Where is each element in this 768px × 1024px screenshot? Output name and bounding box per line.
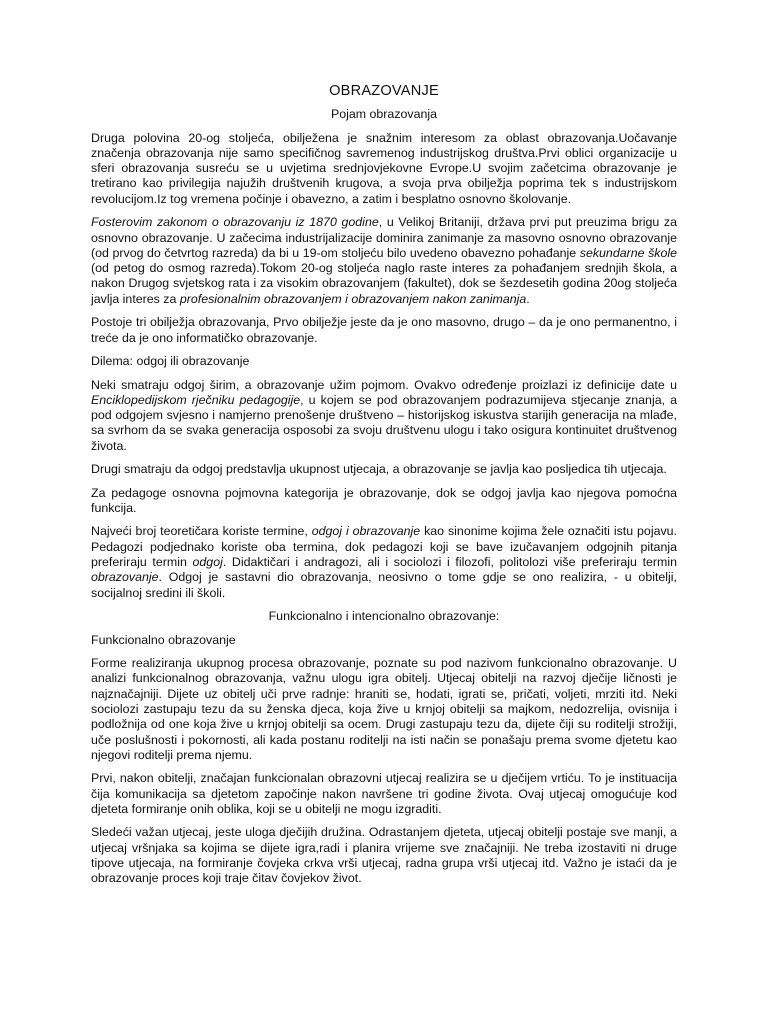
paragraph-9: Prvi, nakon obitelji, značajan funkcionalan obrazovni utjecaj realizira se u dječijem vrtiću. To je instituacija čija komunikacija sa djetetom započinje nakon navršene tri godine života. Ovaj utjecaj omogućuje kod djeteta formiranje onih oblika, koji se u obitelji ne mogu izgraditi. (91, 771, 677, 816)
document-page (91, 84, 677, 895)
paragraph-3: Postoje tri obilježja obrazovanja, Prvo obilježje jeste da je ono masovno, drugo – da je ono permanentno, i treće da je ono informatičko obrazovanje. (91, 315, 677, 345)
p2-text-3: . (526, 291, 530, 306)
p2-text-2: (od petog do osmog razreda).Tokom 20-og stoljeća naglo raste interes za pohađanjem srednjih škola, a nakon Drugog svjetskog rata i za visokim obrazovanjem (fakultet), dok se šezdesetih godina 20og stoljeća javlja interes za (91, 261, 677, 306)
p2-italic-1: Fosterovim zakonom o obrazovanju iz 1870 godine (91, 215, 379, 230)
p7-text-3: . Didaktičari i andragozi, ali i sociolozi i filozofi, politolozi više preferiraju termin (222, 555, 677, 570)
p7-text-2: kao sinonime kojima žele označiti istu pojavu. Pedagozi podjednako koriste oba termina, dok pedagozi koji se bave izučavanjem odgojnih pitanja preferiraju termin (91, 524, 677, 570)
heading-dilema: Dilema: odgoj ili obrazovanje (91, 354, 250, 369)
p4-text-2: , u kojem se pod obrazovanjem podrazumijeva stjecanje znanja, a pod odgojem svjesno i namjerno prenošenje društveno – historijskog iskustva starijih generacija na mlađe, sa svrhom da se svaka generacija osposobi za svoju društvenu ulogu i tako osigura kontinuitet društvenog života. (91, 392, 677, 453)
p7-italic-3: obrazovanje (91, 570, 159, 585)
paragraph-1: Druga polovina 20-og stoljeća, obilježena je snažnim interesom za oblast obrazovanja.Uočavanje značenja obrazovanja nije samo specifičnog savremenog industrijskog društva.Prvi oblici organizacije u sferi obrazovanja susreću se u uvjetima srednjovjekovne Evrope.U svojim začetcima obrazovanje je tretirano kao privilegija najužih društvenih krugova, a svoja prva obilježja poprima tek s industrijskom revolucijom.Iz tog vremena počinje i obavezno, a zatim i besplatno osnovno školovanje. (91, 130, 677, 206)
p2-italic-2: sekundarne škole (579, 245, 677, 260)
p4-italic-1: Enciklopedijskom rječniku pedagogije (91, 392, 301, 407)
p7-italic-2: odgoj (192, 555, 223, 570)
document-title: OBRAZOVANJE (329, 83, 439, 99)
paragraph-4 (91, 378, 677, 454)
p7-text-1: Najveći broj teoretičara koriste termine, (91, 524, 312, 539)
heading-funkcionalno-intencionalno: Funkcionalno i intencionalno obrazovanje: (268, 609, 500, 624)
paragraph-2 (91, 215, 677, 307)
p7-text-4: . Odgoj je sastavni dio obrazovanja, neosivno o tome gdje se ono realizira, - u obitelji, socijalnoj sredini ili školi. (91, 570, 677, 600)
paragraph-5: Drugi smatraju da odgoj predstavlja ukupnost utjecaja, a obrazovanje se javlja kao posljedica tih utjecaja. (91, 462, 667, 477)
paragraph-8: Forme realiziranja ukupnog procesa obrazovanje, poznate su pod nazivom funkcionalno obrazovanje. U analizi funkcionalnog obrazovanja, važnu ulogu igra obitelj. Utjecaj obitelji na razvoj dječije ličnosti je najznačajniji. Dijete uz obitelj uči prve radnje: hraniti se, hodati, igrati se, pričati, voljeti, mrziti itd. Neki sociolozi zastupaju tezu da su ženska djeca, koja žive u krnjoj obitelji sa majkom, nedozrelija, ovisnija i podložnija od one koja žive u krnjoj obitelji sa ocem. Drugi zastupaju tezu da, dijete čiji su roditelji strožiji, uče poslušnosti i pokornosti, ali kada postanu roditelji na isti način se ponašaju prema svome djetetu kao njegovi roditelji prema njemu. (91, 656, 677, 762)
section-title-pojam: Pojam obrazovanja (330, 107, 438, 122)
p7-italic-1: odgoj i obrazovanje (311, 524, 421, 539)
p2-text-1: , u Velikoj Britaniji, država prvi put preuzima brigu za osnovno obrazovanje. U začecima industrijalizacije dominira zanimanje za masovno osnovno obrazovanje (od prvog do četvrtog razreda) da bi u 19-om stoljeću bilo uvedeno obavezno pohađanje (91, 215, 678, 260)
heading-funkcionalno: Funkcionalno obrazovanje (91, 632, 236, 647)
paragraph-7 (91, 524, 677, 600)
paragraph-6: Za pedagoge osnovna pojmovna kategorija je obrazovanje, dok se odgoj javlja kao njegova pomoćna funkcija. (91, 485, 677, 515)
p4-text-1: Neki smatraju odgoj širim, a obrazovanje užim pojmom. Ovakvo određenje proizlazi iz definicije date u (91, 377, 677, 392)
paragraph-10: Sledeći važan utjecaj, jeste uloga dječijih družina. Odrastanjem djeteta, utjecaj obitelji postaje sve manji, a utjecaj vršnjaka sa kojima se dijete igra,radi i planira vrijeme sve značajniji. Ne treba izostaviti ni druge tipove utjecaja, na formiranje čovjeka crkva vrši utjecaj, radna grupa vrši utjecaj itd. Važno je istaći da je obrazovanje proces koji traje čitav čovjekov život. (91, 825, 677, 886)
p2-italic-3: profesionalnim obrazovanjem i obrazovanjem nakon zanimanja (179, 291, 527, 306)
